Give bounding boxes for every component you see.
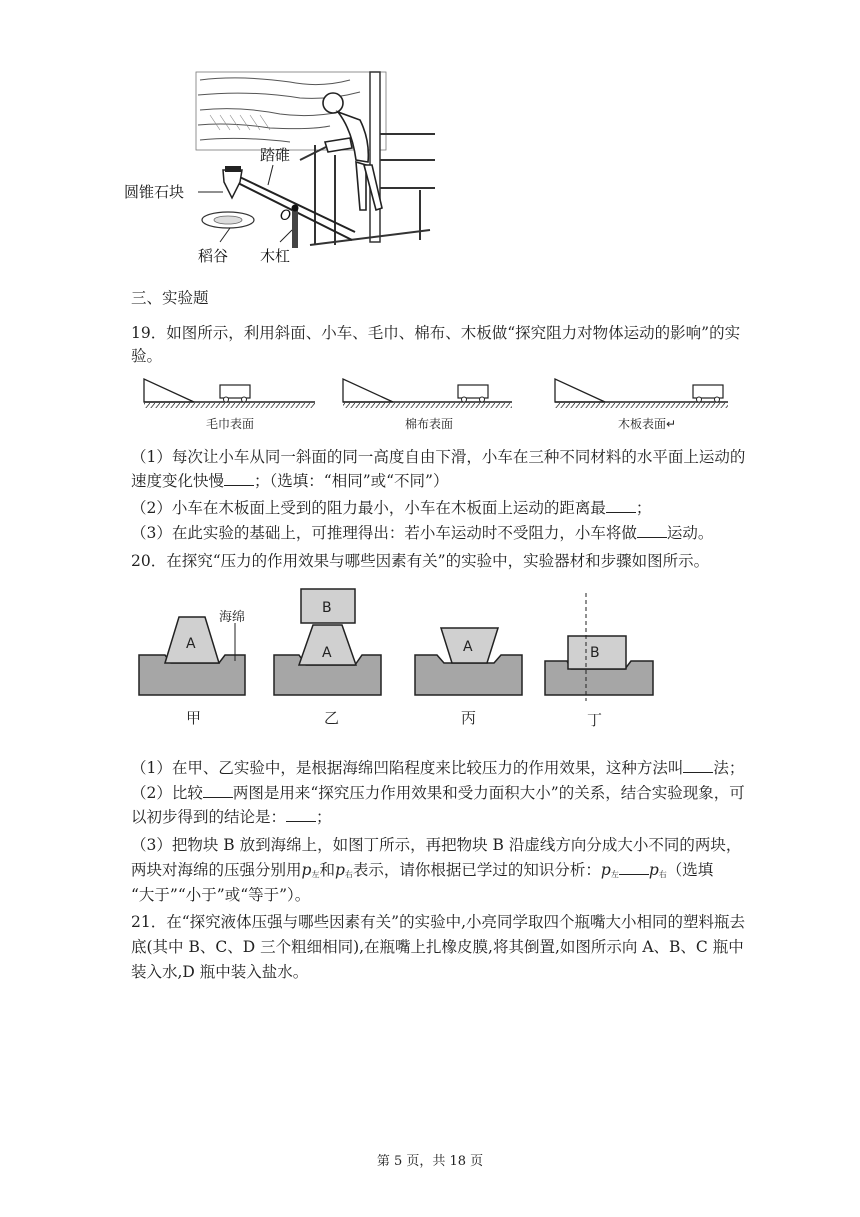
- block-a-label: A: [322, 645, 332, 661]
- sponge-label: 海绵: [219, 610, 246, 625]
- setup-jia: [139, 610, 245, 695]
- label-pedal: 踏碓: [260, 146, 291, 164]
- block-b-label: B: [590, 645, 600, 661]
- label-pivot-o: O: [280, 208, 292, 224]
- q21-line2: 底(其中 B、C、D 三个粗细相同),在瓶嘴上扎橡皮膜,将其倒置,如图所示向 A、B、C 瓶中: [131, 938, 744, 956]
- setup-bing: [415, 628, 522, 695]
- block-a-label: A: [463, 639, 473, 655]
- q19-part1-line2: 速度变化快慢 ；（选填：“相同”或“不同”）: [131, 472, 449, 490]
- q20-part1: （1）在甲、乙实验中，是根据海绵凹陷程度来比较压力的作用效果，这种方法叫 法；: [131, 759, 745, 777]
- answer-blank[interactable]: [683, 758, 713, 773]
- caption-ding: 丁: [587, 711, 603, 729]
- q20-part3-line1: （3）把物块 B 放到海绵上，如图丁所示，再把物块 B 沿虚线方向分成大小不同的两块，: [131, 836, 742, 854]
- surface-label-wood: 木板表面↵: [618, 417, 677, 431]
- answer-blank[interactable]: [619, 860, 649, 875]
- q20-part2-line1: （2）比较 两图是用来“探究压力作用效果和受力面积大小”的关系，结合实验现象，可: [131, 784, 745, 802]
- q21-line1: 21．在“探究液体压强与哪些因素有关”的实验中,小亮同学取四个瓶嘴大小相同的塑料瓶去: [131, 913, 746, 931]
- answer-blank[interactable]: [224, 471, 254, 486]
- treadle-hammer-figure: [120, 70, 440, 270]
- q20-pressure-figure: [135, 585, 665, 730]
- q19-part3: （3）在此实验的基础上，可推理得出：若小车运动时不受阻力，小车将做 运动。: [131, 524, 714, 542]
- q19-part2: （2）小车在木板面上受到的阻力最小，小车在木板面上运动的距离最 ；: [131, 499, 652, 517]
- q19-part1-line1: （1）每次让小车从同一斜面的同一高度自由下滑，小车在三种不同材料的水平面上运动的: [131, 448, 746, 466]
- q19-stem-line2: 验。: [131, 347, 163, 365]
- setup-yi: [274, 589, 381, 695]
- slope-diagram-wood: [555, 379, 728, 408]
- slope-diagram-towel: [144, 379, 315, 408]
- label-grain: 稻谷: [198, 247, 229, 265]
- q19-slope-figure: [140, 373, 740, 433]
- answer-blank[interactable]: [606, 498, 636, 513]
- q21-line3: 装入水,D 瓶中装入盐水。: [131, 963, 309, 981]
- label-wood-post: 木杠: [260, 247, 291, 265]
- q20-part3-line3: “大于”“小于”或“等于”）。: [131, 886, 311, 904]
- setup-ding: [545, 593, 653, 701]
- surface-label-cotton: 棉布表面: [405, 417, 454, 431]
- slope-diagram-cotton: [343, 379, 512, 408]
- page-footer: 第 5 页，共 18 页: [376, 1154, 484, 1169]
- surface-label-towel: 毛巾表面: [206, 417, 255, 431]
- answer-blank[interactable]: [637, 523, 667, 538]
- q20-part2-line2: 以初步得到的结论是： ；: [131, 808, 332, 826]
- block-b-label: B: [322, 600, 332, 616]
- answer-blank[interactable]: [203, 783, 233, 798]
- block-a-label: A: [186, 636, 196, 652]
- caption-jia: 甲: [186, 709, 202, 727]
- label-cone-stone: 圆锥石块: [124, 183, 185, 201]
- section-title: 三、实验题: [131, 289, 209, 307]
- q20-part3-line2: 两块对海绵的压强分别用$p_左$和$p_右$表示，请你根据已学过的知识分析：$p_左$ $p_右$（选填: [131, 861, 714, 879]
- answer-blank[interactable]: [286, 807, 316, 822]
- q20-stem: 20．在探究“压力的作用效果与哪些因素有关”的实验中，实验器材和步骤如图所示。: [131, 552, 710, 570]
- q19-stem-line1: 19．如图所示，利用斜面、小车、毛巾、棉布、木板做“探究阻力对物体运动的影响”的实: [131, 324, 741, 342]
- caption-yi: 乙: [324, 709, 340, 727]
- caption-bing: 丙: [461, 709, 477, 727]
